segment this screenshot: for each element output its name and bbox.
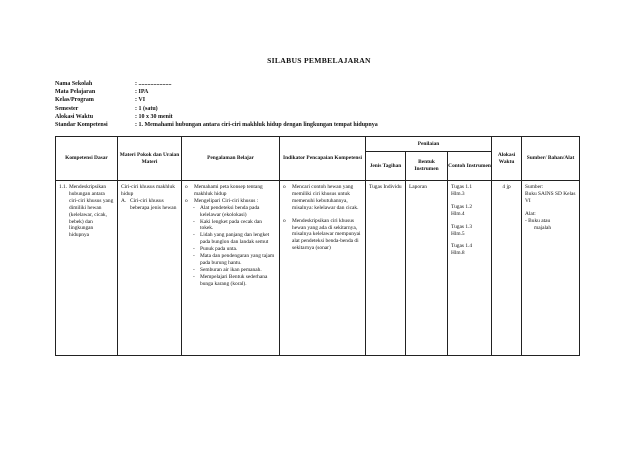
header-pengalaman: Pengalaman Belajar [182,137,280,181]
cell-sumber: Sumber: Buku SAINS SD Kelas VI Alat: - Buku atau majalah [522,181,580,356]
cell-contoh: Tugas 1.1 Hlm.3 Tugas 1.2 Hlm.4 Tugas 1.3 Hlm.5 Tugas 1.4 Hlm.8 [448,181,492,356]
list-item: o Mencari contoh hewan yang memiliki ciri khusus untuk memenuhi kebutuhannya, misalnya: kelelawar dan cicak. [283,184,359,211]
sub-list-item: - Semburan air ikan pemanah. [193,266,262,273]
cell-materi [118,181,182,356]
header-sumber: Sumber/ Bahan/Alat [522,137,580,181]
kd-number: 1.1. [59,184,68,190]
kd-text: Mendeskripsikan hubungan antara ciri-ciri khusus yang dimiliki hewan (kelelawar, cicak, bebek) dan lingkungan hidupnya [69,184,114,239]
materi-subtopic: A. Ciri-ciri khusus beberapa jenis hewan [121,197,177,211]
sub-list-item: - Mata dan pendengaran yang tajam pada burung hantu. [193,253,275,266]
cell-alokasi: 4 jp [492,181,522,356]
header-materi: Materi Pokok dan Uraian Materi [118,137,182,181]
table-row [56,181,580,356]
list-item: o Mengelipari Ciri-ciri khusus : [185,197,259,204]
cell-indikator [280,181,366,356]
header-kompetensi-dasar: Kompetensi Dasar [56,137,118,181]
cell-bentuk: Laporan [406,181,448,356]
page-title: SILABUS PEMBELAJARAN [267,56,371,65]
sub-list-item: - Alat pendeteksi benda pada kelelawar (ekolokasi) [193,204,260,218]
list-item: o Memahami peta konsep tentang makhluk hidup [185,184,263,197]
meta-row-school: Nama Sekolah : ...................... [55,81,172,87]
header-penilaian: Penilaian [366,137,492,152]
sub-list-item: - Punuk pada unta. [193,246,238,253]
meta-row-standard: Standar Kompetensi : 1. Memahami hubungan antara ciri-ciri makhluk hidup dengan lingkungan tempat hidupnya [55,122,378,129]
sub-list-item: - Lidah yang panjang dan lengket pada bunglon dan landak semut [193,232,270,246]
list-item: o Mendeskripsikan ciri khusus hewan yang ada di sekitarnya, misalnya kelelawar mempunyai alat pendeteksi benda-benda di sekitarnya (sonar) [283,217,361,252]
sub-list-item: - Mempelajari Bentuk sederhana bunga karang (koral). [193,273,268,287]
header-bentuk: Bentuk Instrumen [406,152,448,181]
meta-row-semester: Semester : 1 (satu) [55,105,158,112]
syllabus-table [55,136,580,356]
document-meta [55,80,378,129]
cell-pengalaman [182,181,280,356]
header-indikator: Indikator Pencapaian Kompetensi [280,137,366,181]
meta-row-subject: Mata Pelajaran : IPA [55,89,149,96]
materi-topic: Ciri-ciri khusus makhluk hidup [121,184,175,197]
sub-list-item: - Kaki lengket pada cecak dan tokek. [193,218,262,232]
header-contoh: Contoh Instrumen [448,152,492,181]
meta-row-time: Alokasi Waktu : 10 x 30 menit [55,113,173,120]
meta-row-class: Kelas/Program : VI [55,97,146,104]
cell-jenis: Tugas Individu [366,181,406,356]
cell-kompetensi-dasar [56,181,118,356]
header-alokasi: Alokasi Waktu [492,137,522,181]
header-jenis: Jenis Tagihan [366,152,406,181]
